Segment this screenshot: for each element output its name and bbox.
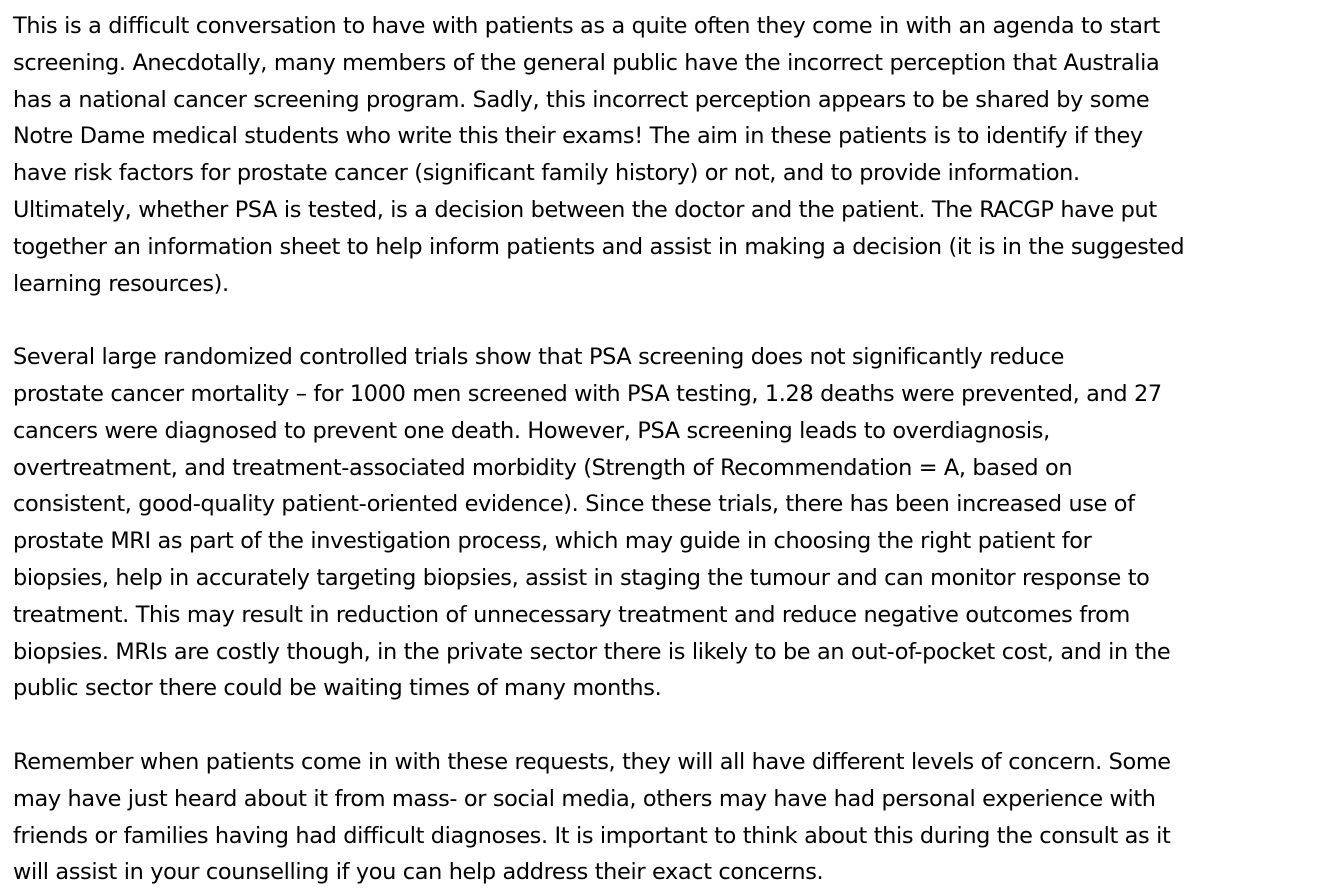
text-line: treatment. This may result in reduction of unnecessary treatment and reduce negative outcomes from (13, 601, 1130, 628)
paragraph-patient-concerns (13, 744, 1327, 891)
text-line: friends or families having had difficult diagnoses. It is important to think about this during the consult as it (13, 822, 1171, 849)
text-line: This is a difficult conversation to have with patients as a quite often they come in with an agenda to start (13, 13, 1160, 39)
paragraph-screening-conversation (13, 8, 1327, 302)
text-line: have risk factors for prostate cancer (significant family history) or not, and to provide information. (13, 160, 1080, 187)
text-line: prostate MRI as part of the investigation process, which may guide in choosing the right patient for (13, 528, 1092, 555)
text-line: screening. Anecdotally, many members of the general public have the incorrect perception that Australia (13, 49, 1160, 76)
text-line: Several large randomized controlled trials show that PSA screening does not significantly reduce (13, 344, 1065, 371)
text-line: prostate cancer mortality – for 1000 men screened with PSA testing, 1.28 deaths were prevented, and 27 (13, 380, 1162, 407)
text-line: biopsies. MRIs are costly though, in the private sector there is likely to be an out-of-pocket cost, and in the (13, 638, 1171, 665)
text-line: consistent, good-quality patient-oriented evidence). Since these trials, there has been increased use of (13, 491, 1135, 518)
text-line: will assist in your counselling if you can help address their exact concerns. (13, 859, 824, 886)
text-line: overtreatment, and treatment-associated morbidity (Strength of Recommendation = A, based on (13, 454, 1073, 481)
text-line: may have just heard about it from mass- or social media, others may have had personal experience with (13, 785, 1156, 812)
document-body (13, 8, 1327, 891)
text-line: Notre Dame medical students who write this their exams! The aim in these patients is to identify if they (13, 123, 1143, 150)
text-line: biopsies, help in accurately targeting biopsies, assist in staging the tumour and can monitor response to (13, 564, 1150, 591)
text-line: has a national cancer screening program. Sadly, this incorrect perception appears to be shared by some (13, 86, 1150, 113)
text-line: cancers were diagnosed to prevent one death. However, PSA screening leads to overdiagnosis, (13, 417, 1050, 444)
text-line: public sector there could be waiting times of many months. (13, 675, 662, 702)
paragraph-psa-trials (13, 339, 1327, 707)
text-line: together an information sheet to help inform patients and assist in making a decision (it is in the suggested (13, 233, 1185, 260)
text-line: Remember when patients come in with these requests, they will all have different levels of concern. Some (13, 748, 1171, 775)
text-line: learning resources). (13, 270, 229, 297)
text-line: Ultimately, whether PSA is tested, is a decision between the doctor and the patient. The RACGP have put (13, 196, 1157, 223)
